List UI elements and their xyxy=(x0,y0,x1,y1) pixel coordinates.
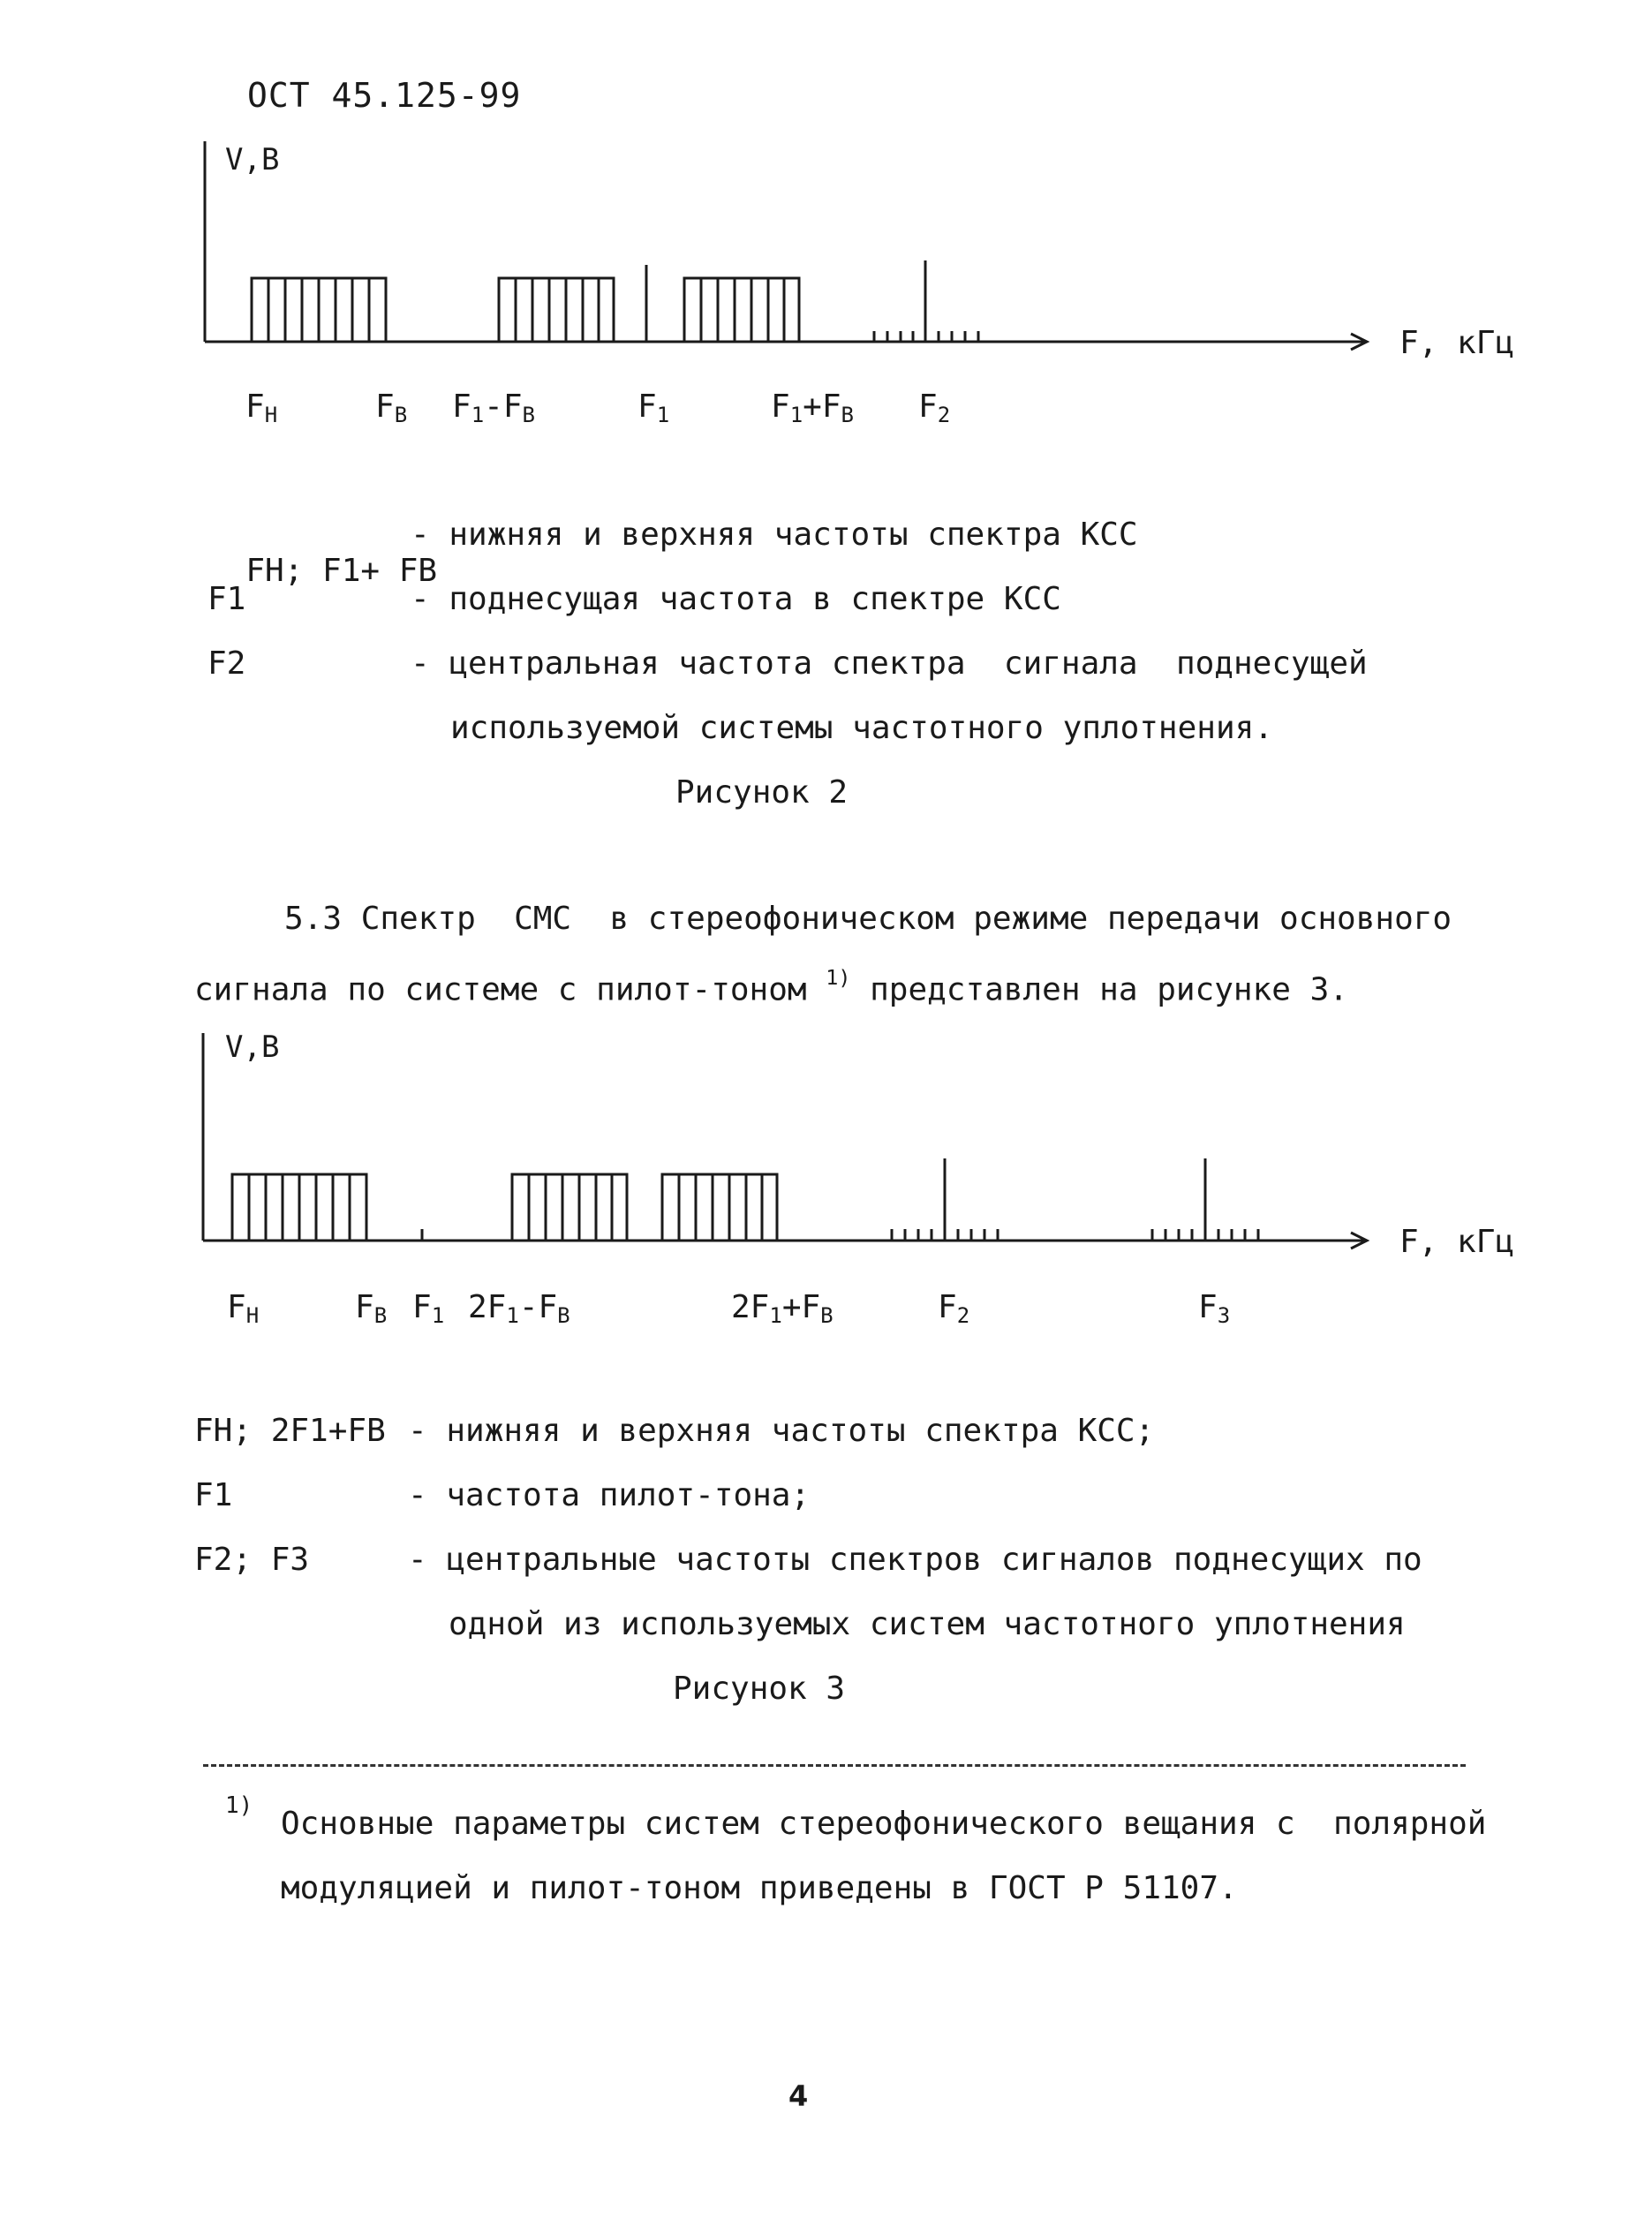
fig3-caption: Рисунок 3 xyxy=(673,1671,846,1707)
footnote-line-1: Основные параметры систем стереофонического вещания с полярной xyxy=(281,1806,1487,1842)
document-code: ОСТ 45.125-99 xyxy=(247,76,522,115)
fig3-band-fn-fv xyxy=(232,1174,366,1241)
fig2-legend-text-1: - нижняя и верхняя частоты спектра КСС xyxy=(411,517,1138,553)
fig2-band-fn-fv xyxy=(252,278,386,342)
fig3-legend-sym-2: F1 xyxy=(194,1477,233,1513)
fig2-legend-row-1 xyxy=(207,517,437,589)
page-number: 4 xyxy=(788,2079,809,2113)
figure-3-spectrum xyxy=(203,1033,1367,1249)
fig2-tick-fv: FВ xyxy=(375,389,408,427)
fig2-tick-fn: FН xyxy=(245,389,278,427)
fig2-f2-subcarrier xyxy=(874,260,978,342)
fig3-legend-text-3: - центральные частоты спектров сигналов поднесущих по xyxy=(408,1542,1422,1578)
fig2-caption: Рисунок 2 xyxy=(675,774,849,811)
fig2-tick-f1-plus-fv: F1+FВ xyxy=(771,389,854,427)
fig3-y-label: V,В xyxy=(225,1030,280,1065)
fig2-tick-f1: F1 xyxy=(637,389,670,427)
fig3-tick-2f1-plus-fv: 2F1+FВ xyxy=(731,1289,834,1328)
fig2-band-lower-sideband xyxy=(499,278,614,342)
fig3-legend-text-1: - нижняя и верхняя частоты спектра КСС; xyxy=(408,1413,1155,1449)
fig3-x-label: F, кГц xyxy=(1399,1224,1515,1260)
fig2-legend-sym: FН; F1+ FВ xyxy=(245,553,438,589)
fig3-tick-f3: F3 xyxy=(1198,1289,1231,1328)
fig2-band-upper-sideband xyxy=(684,278,799,342)
fig3-tick-labels xyxy=(227,1289,1230,1328)
fig3-band-lower-sideband xyxy=(512,1174,627,1241)
fig2-x-label: F, кГц xyxy=(1399,325,1515,361)
fig2-tick-f2: F2 xyxy=(918,389,951,427)
fig3-band-upper-sideband xyxy=(662,1174,777,1241)
section-line-2: сигнала по системе с пилот-тоном $^{1)}$ представлен на рисунке 3. xyxy=(194,965,1348,1008)
fig3-tick-f1: F1 xyxy=(412,1289,445,1328)
fig3-tick-2f1-minus-fv: 2F1-FВ xyxy=(468,1289,570,1328)
fig2-tick-f1-minus-fv: F1-FВ xyxy=(452,389,535,427)
fig2-legend-text-3: - центральная частота спектра сигнала поднесущей xyxy=(411,645,1368,682)
fig2-y-label: V,В xyxy=(225,142,280,177)
footnote-divider xyxy=(203,1764,1466,1767)
fig3-legend-text-4: одной из используемых систем частотного уплотнения xyxy=(449,1606,1406,1642)
fig3-legend-sym-3: F2; F3 xyxy=(194,1542,310,1578)
fig2-legend-text-4: используемой системы частотного уплотнения. xyxy=(450,710,1273,746)
footnote-line-2: модуляцией и пилот-тоном приведены в ГОСТ Р 51107. xyxy=(281,1870,1238,1906)
fig2-legend-sym-2: F1 xyxy=(207,581,246,617)
section-line-1: 5.3 Спектр СМС в стереофоническом режиме передачи основного xyxy=(284,901,1452,937)
fig2-legend-text-2: - поднесущая частота в спектре КСС xyxy=(411,581,1061,617)
fig3-f2-subcarrier xyxy=(892,1158,998,1241)
fig3-tick-fv: FВ xyxy=(355,1289,388,1328)
fig3-legend-text-2: - частота пилот-тона; xyxy=(408,1477,811,1513)
fig3-tick-f2: F2 xyxy=(938,1289,970,1328)
footnote-mark: 1) xyxy=(225,1792,253,1819)
fig2-legend-sym-3: F2 xyxy=(207,645,246,682)
fig3-legend-sym-1: FН; 2F1+FВ xyxy=(194,1413,386,1449)
fig3-tick-fn: FН xyxy=(227,1289,260,1328)
fig2-tick-labels xyxy=(245,389,950,427)
fig3-f3-subcarrier xyxy=(1152,1158,1258,1241)
